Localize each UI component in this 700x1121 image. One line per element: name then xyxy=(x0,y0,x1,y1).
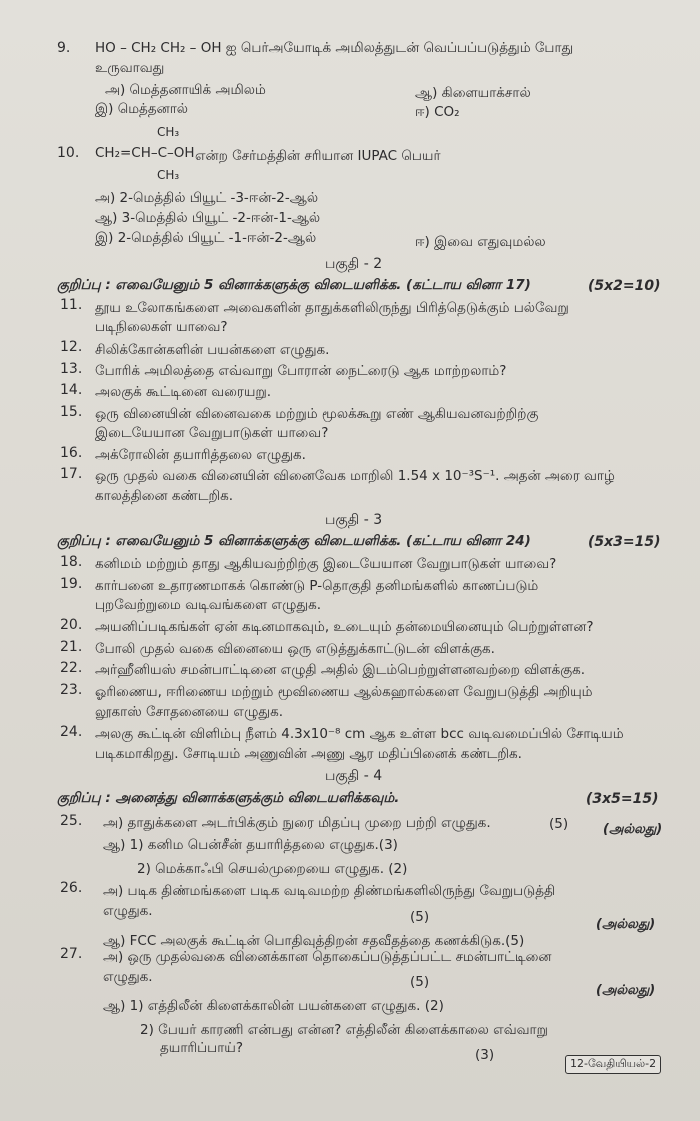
q15-number: 15. xyxy=(60,404,83,420)
q25-option-b1: ஆ) 1) கனிம பென்சீன் தயாரித்தலை எழுதுக.(3) xyxy=(103,837,398,853)
q10-formula: CH₂=CH–C–OH xyxy=(95,145,195,161)
q20-text: அயனிப்படிகங்கள் ஏன் கடினமாகவும், உடையும் தன்மையினையும் பெற்றுள்ளன? xyxy=(95,619,594,635)
q14-number: 14. xyxy=(60,382,83,398)
q25-a-marks: (5) xyxy=(549,816,569,832)
part4-note: குறிப்பு : அனைத்து வினாக்களுக்கும் விடையளிக்கவும். xyxy=(57,790,400,806)
part4-title: பகுதி - 4 xyxy=(325,768,383,784)
q10-option-c: இ) 2-மெத்தில் பியூட் -1-ஈன்-2-ஆல் xyxy=(95,230,317,246)
q25-option-a: அ) தாதுக்களை அடர்பிக்கும் நுரை மிதப்பு முறை பற்றி எழுதுக. xyxy=(103,815,491,831)
q10-option-b: ஆ) 3-மெத்தில் பியூட் -2-ஈன்-1-ஆல் xyxy=(95,210,321,226)
q26-number: 26. xyxy=(60,880,83,896)
q19-text-line1: கார்பனை உதாரணமாகக் கொண்டு P-தொகுதி தனிமங்களில் காணப்படும் xyxy=(95,578,539,594)
q23-text-line2: லூகாஸ் சோதனையை எழுதுக. xyxy=(95,704,284,720)
q25-number: 25. xyxy=(60,813,83,829)
q10-option-a: அ) 2-மெத்தில் பியூட் -3-ஈன்-2-ஆல் xyxy=(95,190,319,206)
q23-number: 23. xyxy=(60,682,83,698)
q27-option-a2: எழுதுக. xyxy=(103,969,153,985)
q12-number: 12. xyxy=(60,339,83,355)
q17-text-line2: காலத்தினை கண்டறிக. xyxy=(95,488,234,504)
q16-number: 16. xyxy=(60,445,83,461)
q26-option-a1: அ) படிக திண்மங்களை படிக வடிவமற்ற திண்மங்களிலிருந்து வேறுபடுத்தி xyxy=(103,883,556,899)
q26-option-a2: எழுதுக. xyxy=(103,903,153,919)
q22-text: அர்ஹீனியஸ் சமன்பாட்டினை எழுதி அதில் இடம்பெற்றுள்ளனவற்றை விளக்குக. xyxy=(95,662,586,678)
q12-text: சிலிக்கோன்களின் பயன்களை எழுதுக. xyxy=(95,342,330,358)
q10-struct-top: CH₃ xyxy=(157,125,180,139)
q24-number: 24. xyxy=(60,724,83,740)
q18-number: 18. xyxy=(60,554,83,570)
q25-option-b2: 2) மெக்காஃபி செயல்முறையை எழுதுக. (2) xyxy=(137,861,408,877)
q19-number: 19. xyxy=(60,576,83,592)
q9-number: 9. xyxy=(57,40,71,56)
q18-text: கனிமம் மற்றும் தாது ஆகியவற்றிற்கு இடையேயான வேறுபாடுகள் யாவை? xyxy=(95,556,557,572)
part2-note: குறிப்பு : எவையேனும் 5 வினாக்களுக்கு விடையளிக்க. (கட்டாய வினா 17) xyxy=(57,277,531,293)
q26-option-b: ஆ) FCC அலகுக் கூட்டின் பொதிவுத்திறன் சதவீதத்தை கணக்கிடுக.(5) xyxy=(103,933,525,949)
q9-text-line1: HO – CH₂ CH₂ – OH ஐ பெர்அயோடிக் அமிலத்துடன் வெப்பப்படுத்தும் போது xyxy=(95,40,574,56)
q17-text-line1: ஒரு முதல் வகை வினையின் வினைவேக மாறிலி 1.54 x 10⁻³S⁻¹. அதன் அரை வாழ் xyxy=(95,468,615,484)
q15-text-line1: ஒரு வினையின் வினைவகை மற்றும் மூலக்கூறு எண் ஆகியவனவற்றிற்கு xyxy=(95,406,539,422)
q27-option-a1: அ) ஒரு முதல்வகை வினைக்கான தொகைப்படுத்தப்பட்ட சமன்பாட்டினை xyxy=(103,949,552,965)
q24-text-line1: அலகு கூட்டின் விளிம்பு நீளம் 4.3x10⁻⁸ cm ஆக உள்ள bcc வடிவமைப்பில் சோடியம் xyxy=(95,726,624,742)
q9-option-a: அ) மெத்தனாயிக் அமிலம் xyxy=(105,82,266,98)
q27-option-b2: 2) பேயர் காரணி என்பது என்ன? எத்திலீன் கிளைக்காலை எவ்வாறு xyxy=(140,1022,548,1038)
q26-or-label: (அல்லது) xyxy=(596,917,656,932)
q27-option-b1: ஆ) 1) எத்திலீன் கிளைக்காலின் பயன்களை எழுதுக. (2) xyxy=(103,998,444,1014)
q11-text-line1: தூய உலோகங்களை அவைகளின் தாதுக்களிலிருந்து பிரித்தெடுக்கும் பல்வேறு xyxy=(95,300,569,316)
part4-marks: (3x5=15) xyxy=(586,791,659,807)
q24-text-line2: படிகமாகிறது. சோடியம் அணுவின் அணு ஆர மதிப்பினைக் கண்டறிக. xyxy=(95,746,522,762)
q27-b-marks: (3) xyxy=(475,1047,495,1063)
q21-text: போலி முதல் வகை வினையை ஒரு எடுத்துக்காட்டுடன் விளக்குக. xyxy=(95,641,495,657)
q10-text: என்ற சேர்மத்தின் சரியான IUPAC பெயர் xyxy=(195,148,441,164)
q23-text-line1: ஓரிணைய, ஈரிணைய மற்றும் மூவிணைய ஆல்கஹால்களை வேறுபடுத்தி அறியும் xyxy=(95,684,593,700)
q20-number: 20. xyxy=(60,617,83,633)
q19-text-line2: புறவேற்றுமை வடிவங்களை எழுதுக. xyxy=(95,597,322,613)
q25-or-label: (அல்லது) xyxy=(603,822,663,837)
q26-a-marks: (5) xyxy=(410,909,430,925)
page-footer-code: 12-வேதியியல்-2 xyxy=(565,1055,661,1074)
part3-marks: (5x3=15) xyxy=(588,534,661,550)
q27-a-marks: (5) xyxy=(410,974,430,990)
q27-option-b3: தயாரிப்பாய்? xyxy=(160,1040,244,1056)
q10-struct-bottom: CH₃ xyxy=(157,168,180,182)
q9-option-b: ஆ) கிளையாக்சால் xyxy=(415,85,531,101)
q21-number: 21. xyxy=(60,639,83,655)
q9-option-c: இ) மெத்தனால் xyxy=(95,101,188,117)
q10-option-d: ஈ) இவை எதுவுமல்ல xyxy=(415,234,546,250)
q17-number: 17. xyxy=(60,466,83,482)
q11-text-line2: படிநிலைகள் யாவை? xyxy=(95,319,228,335)
q22-number: 22. xyxy=(60,660,83,676)
part3-note: குறிப்பு : எவையேனும் 5 வினாக்களுக்கு விடையளிக்க. (கட்டாய வினா 24) xyxy=(57,533,531,549)
q14-text: அலகுக் கூட்டினை வரையறு. xyxy=(95,384,272,400)
q13-text: போரிக் அமிலத்தை எவ்வாறு போரான் நைட்ரைடு ஆக மாற்றலாம்? xyxy=(95,363,507,379)
q13-number: 13. xyxy=(60,361,83,377)
q9-text-line2: உருவாவது xyxy=(95,60,165,76)
q9-option-d: ஈ) CO₂ xyxy=(415,104,460,120)
part2-title: பகுதி - 2 xyxy=(325,256,383,272)
q27-or-label: (அல்லது) xyxy=(596,983,656,998)
q10-number: 10. xyxy=(57,145,80,161)
q11-number: 11. xyxy=(60,297,83,313)
q16-text: அக்ரோலின் தயாரித்தலை எழுதுக. xyxy=(95,447,306,463)
q15-text-line2: இடையேயான வேறுபாடுகள் யாவை? xyxy=(95,425,329,441)
part3-title: பகுதி - 3 xyxy=(325,512,383,528)
q27-number: 27. xyxy=(60,946,83,962)
part2-marks: (5x2=10) xyxy=(588,278,661,294)
